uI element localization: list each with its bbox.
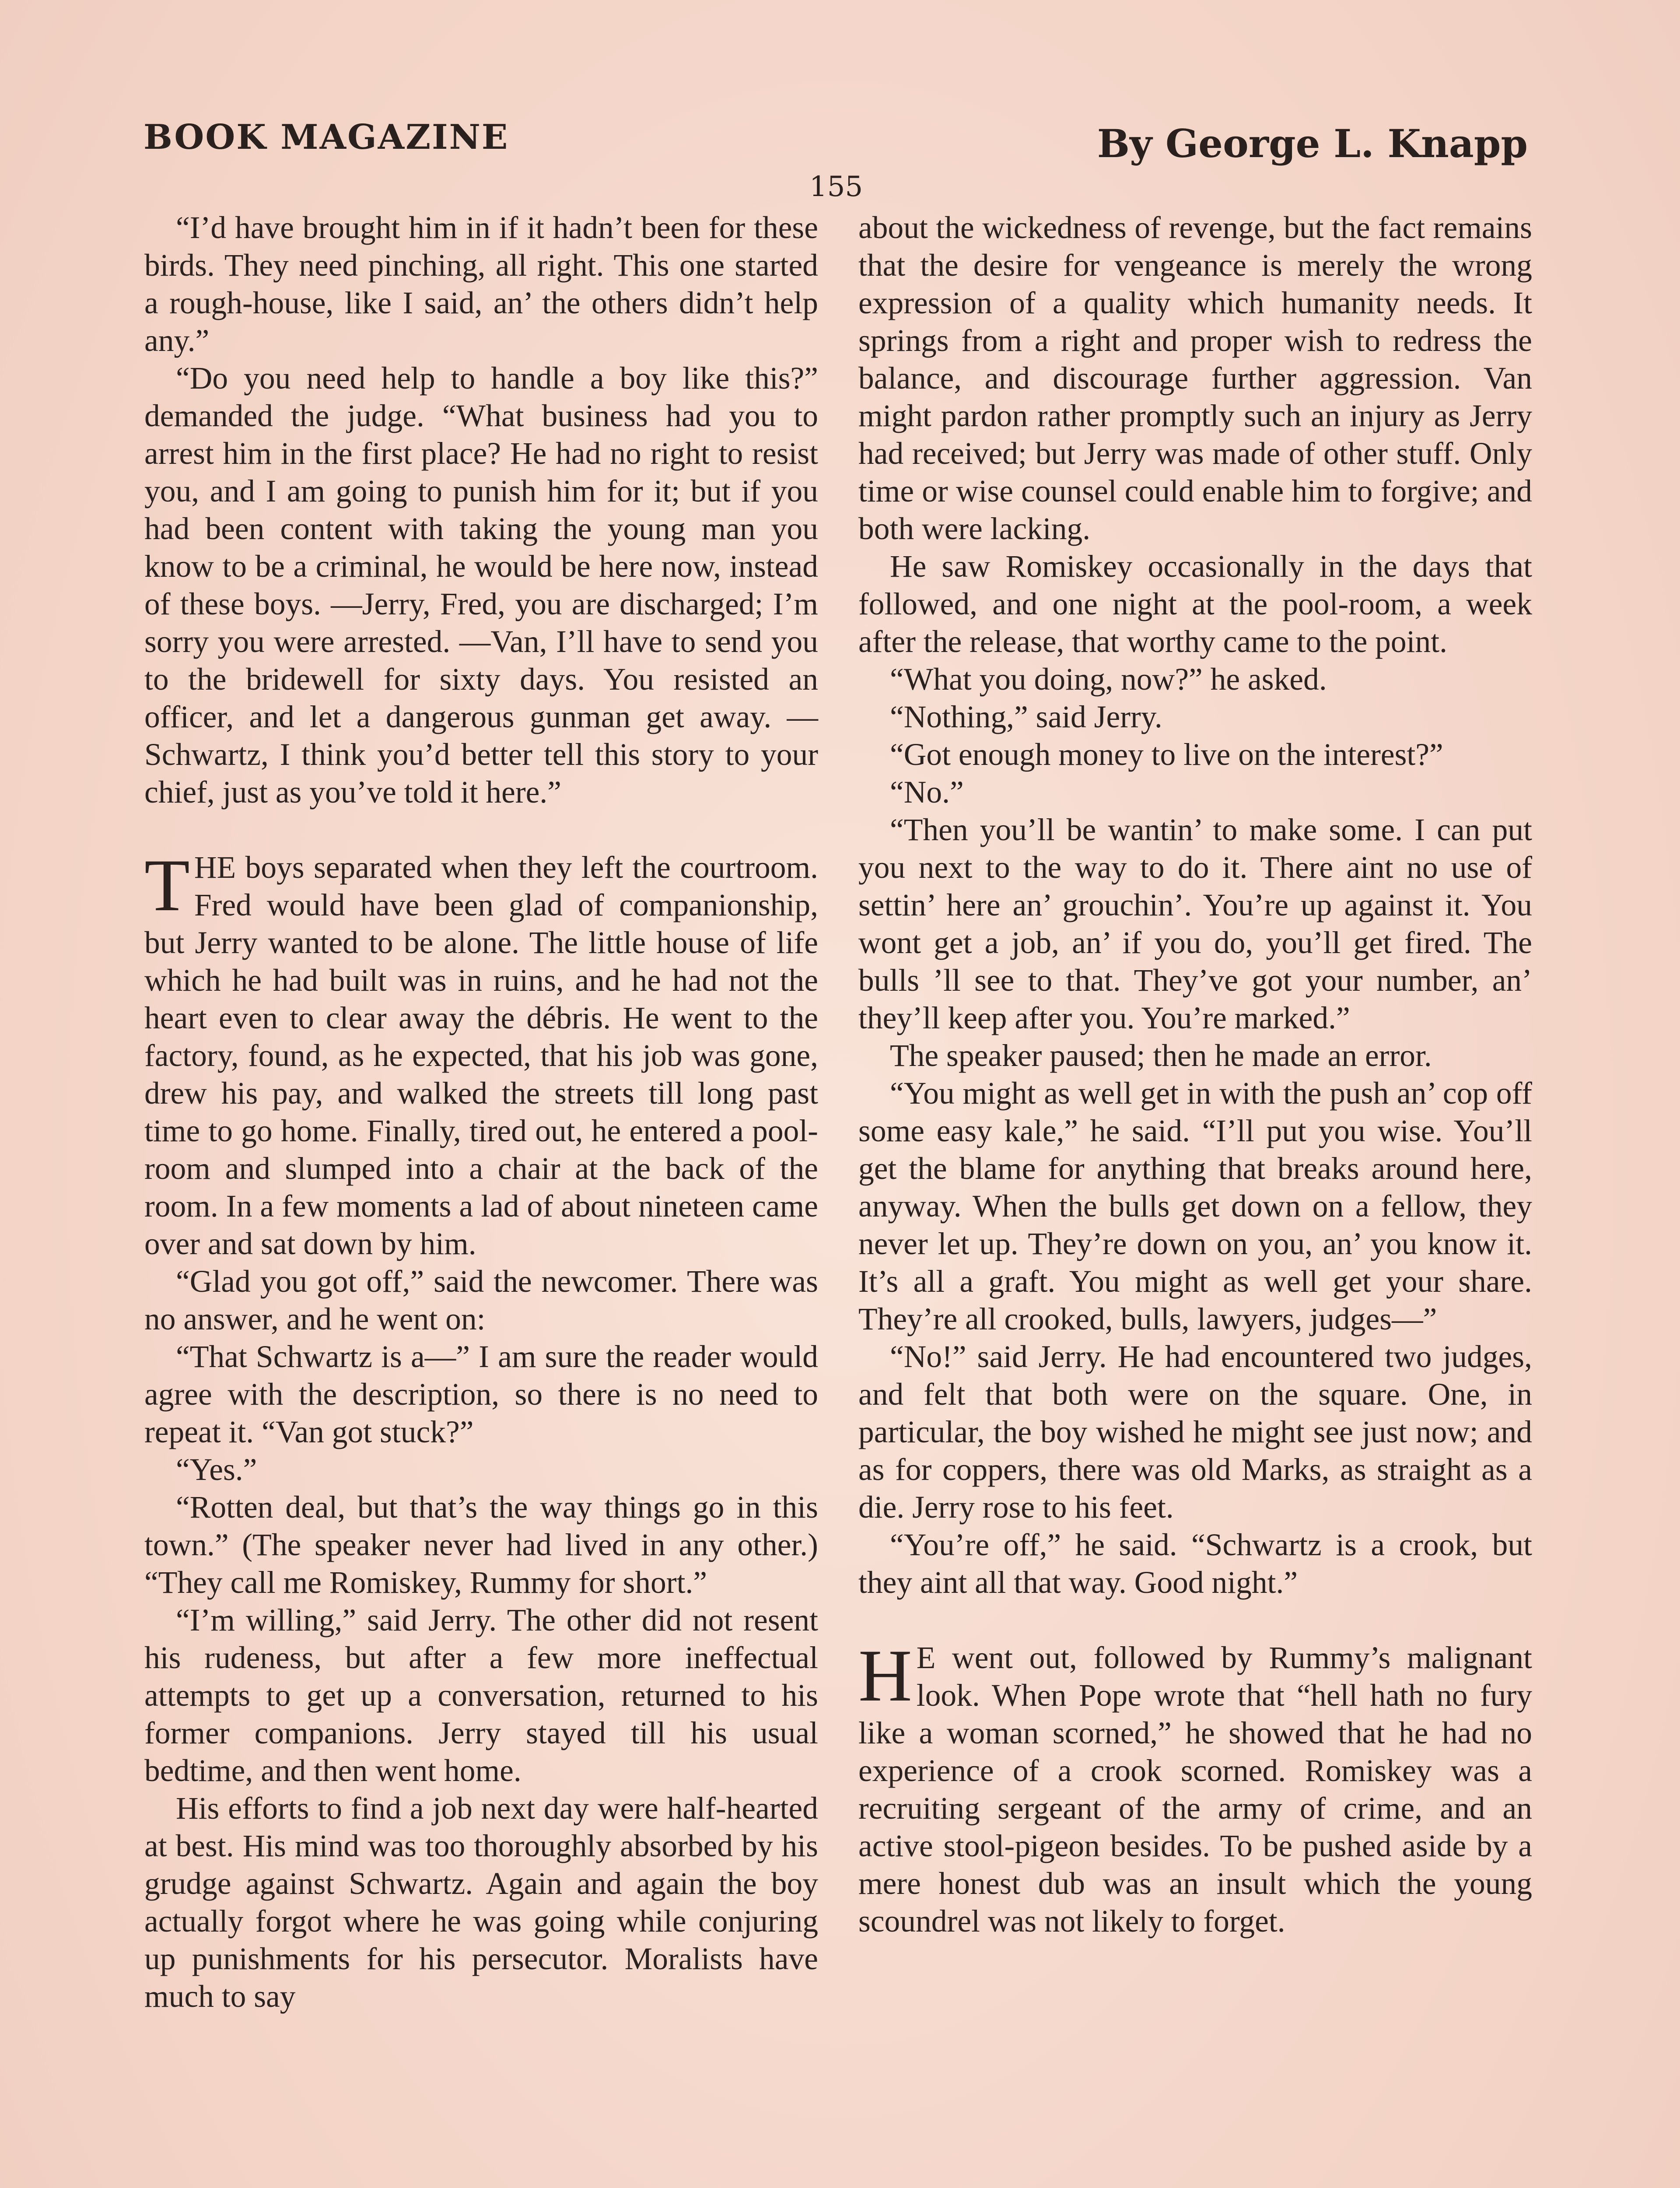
paragraph: “No.” [890, 775, 964, 810]
section-opening-paragraph [858, 1634, 1532, 1940]
paragraph: “Yes.” [176, 1452, 257, 1487]
drop-cap: H [858, 1634, 912, 1717]
paragraph: His efforts to find a job next day were half-hearted at best. His mind was too thoroughly absorbed by his grudge against Schwartz. Again and again the boy actually forgot where he was going while conjuring up punishments for his persecutor. Moralists have much to say [144, 1791, 818, 2014]
paragraph: “You might as well get in with the push an’ cop off some easy kale,” he said. “I’ll put you wise. You’ll get the blame for anything that breaks around here, anyway. When the bulls get down on a fellow, they never let up. They’re down on you, an’ you know it. It’s all a graft. You might as well get your share. They’re all crooked, bulls, lawyers, judges—” [858, 1076, 1532, 1336]
paragraph: “No!” said Jerry. He had encountered two judges, and felt that both were on the square. One, in particular, the boy wished he might see just now; and as for coppers, there was old Marks, as straight as a die. Jerry rose to his feet. [858, 1339, 1532, 1525]
paragraph: “Rotten deal, but that’s the way things go in this town.” (The speaker never had lived in any other.) “They call me Romiskey, Rummy for short.” [144, 1490, 818, 1600]
paragraph: He saw Romiskey occasionally in the days that followed, and one night at the pool-room, a week after the release, that worthy came to the point. [858, 549, 1532, 659]
left-column [144, 209, 818, 2016]
author-byline: By George L. Knapp [1097, 121, 1528, 166]
paragraph: about the wickedness of revenge, but the fact remains that the desire for vengeance is merely the wrong expression of a quality which humanity needs. It springs from a right and proper wish to redress the balance, and discourage further aggression. Van might pardon rather promptly such an injury as Jerry had received; but Jerry was made of other stuff. Only time or wise counsel could enable him to forgive; and both were lacking. [858, 210, 1532, 546]
magazine-title: BOOK MAGAZINE [144, 117, 509, 157]
paragraph: The speaker paused; then he made an error. [890, 1038, 1432, 1073]
paragraph: “Do you need help to handle a boy like this?” demanded the judge. “What business had you to arrest him in the first place? He had no right to resist you, and I am going to punish him for it; but if you had been content with taking the young man you know to be a criminal, he would be here now, instead of these boys. —Jerry, Fred, you are discharged; I’m sorry you were arrested. —Van, I’ll have to send you to the bridewell for sixty days. You resisted an officer, and let a dangerous gunman get away. —Schwartz, I think you’d better tell this story to your chief, just as you’ve told it here.” [144, 361, 818, 810]
paragraph-text: E went out, followed by Rummy’s malignant look. When Pope wrote that “hell hath no fury like a woman scorned,” he showed that he had no experience of a crook scorned. Romiskey was a recruiting sergeant of the army of crime, and an active stool-pigeon besides. To be pushed aside by a mere honest dub was an insult which the young scoundrel was not likely to forget. [858, 1641, 1532, 1939]
paragraph: “I’m willing,” said Jerry. The other did not resent his rudeness, but after a few more ineffectual attempts to get up a conversation, returned to his former companions. Jerry stayed till his usual bedtime, and then went home. [144, 1603, 818, 1788]
page-number: 155 [809, 171, 863, 203]
right-column [858, 209, 1532, 1940]
section-opening-paragraph [144, 844, 818, 1263]
paragraph-text: HE boys separated when they left the courtroom. Fred would have been glad of companionship, but Jerry wanted to be alone. The little house of life which he had built was in ruins, and he had not the heart even to clear away the débris. He went to the factory, found, as he expected, that his job was gone, drew his pay, and walked the streets till long past time to go home. Finally, tired out, he entered a pool-room and slumped into a chair at the back of the room. In a few moments a lad of about nineteen came over and sat down by him. [144, 850, 818, 1261]
paragraph: “That Schwartz is a—” I am sure the reader would agree with the description, so there is no need to repeat it. “Van got stuck?” [144, 1339, 818, 1449]
paragraph: “Glad you got off,” said the newcomer. There was no answer, and he went on: [144, 1264, 818, 1336]
paragraph: “Got enough money to live on the interest?” [890, 737, 1443, 772]
paragraph: “I’d have brought him in if it hadn’t been for these birds. They need pinching, all right. This one started a rough-house, like I said, an’ the others didn’t help any.” [144, 210, 818, 358]
drop-cap: T [144, 844, 190, 926]
paragraph: “You’re off,” he said. “Schwartz is a crook, but they aint all that way. Good night.” [858, 1528, 1532, 1600]
paragraph: “What you doing, now?” he asked. [890, 662, 1327, 697]
paragraph: “Nothing,” said Jerry. [890, 700, 1162, 734]
paragraph: “Then you’ll be wantin’ to make some. I can put you next to the way to do it. There aint no use of settin’ here an’ grouchin’. You’re up against it. You wont get a job, an’ if you do, you’ll get fired. The bulls ’ll see to that. They’ve got your number, an’ they’ll keep after you. You’re marked.” [858, 813, 1532, 1035]
